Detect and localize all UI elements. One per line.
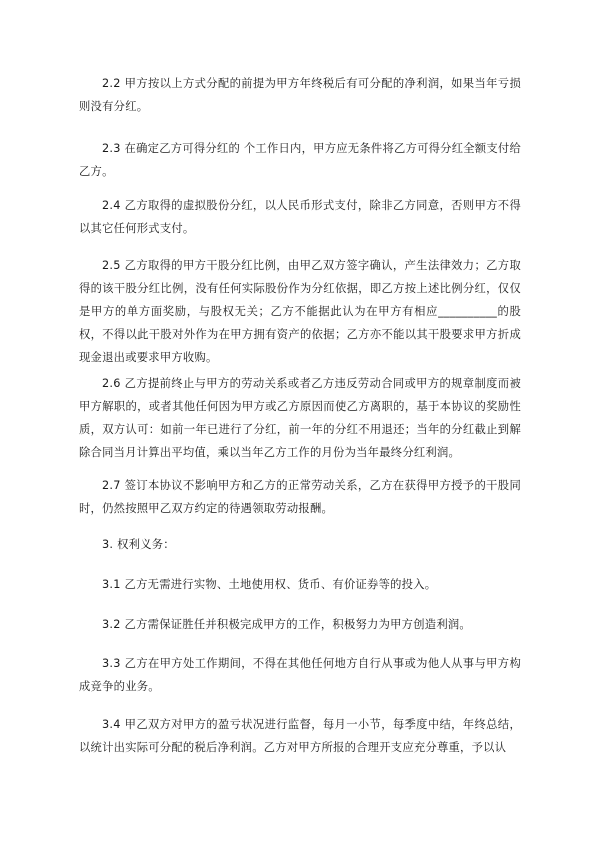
clause-3-3: 3.3 乙方在甲方处工作期间，不得在其他任何地方自行从事或为他人从事与甲方构成竞争的业务。	[79, 657, 521, 693]
clause-3-2: 3.2 乙方需保证胜任并积极完成甲方的工作，积极努力为甲方创造利润。	[102, 618, 471, 631]
clause-2-6: 2.6 乙方提前终止与甲方的劳动关系或者乙方违反劳动合同或甲方的规章制度而被甲方解职的，或者其他任何因为甲方或乙方原因而使乙方离职的，基于本协议的奖励性质，双方认可：如前一年已进行了分红，前一年的分红不用退还；当年的分红截止到解除合同当月计算出平均值，乘以当年乙方工作的月份为当年最终分红利润。	[79, 377, 521, 459]
clause-2-7: 2.7 签订本协议不影响甲方和乙方的正常劳动关系，乙方在获得甲方授予的干股同时，仍然按照甲乙双方约定的待遇领取劳动报酬。	[79, 479, 521, 515]
clause-3-4: 3.4 甲乙双方对甲方的盈亏状况进行监督，每月一小节，每季度中结，年终总结，以统计出实际可分配的税后净利润。乙方对甲方所报的合理开支应充分尊重，予以认	[79, 718, 521, 754]
clause-3-1: 3.1 乙方无需进行实物、土地使用权、货币、有价证券等的投入。	[102, 578, 437, 591]
clause-2-2: 2.2 甲方按以上方式分配的前提为甲方年终税后有可分配的净利润，如果当年亏损则没有分红。	[79, 77, 521, 113]
clause-2-5: 2.5 乙方取得的甲方干股分红比例，由甲乙双方签字确认，产生法律效力；乙方取得的该干股分红比例，没有任何实际股份作为分红依据，即乙方按上述比例分红，仅仅是甲方的单方面奖励，与股权无关；乙方不能据此认为在甲方有相应__________的股权，不得以此干股对外作为在甲方拥有资产的依据；乙方亦不能以其干股要求甲方折成现金退出或要求甲方收购。	[79, 259, 521, 364]
clause-2-3: 2.3 在确定乙方可得分红的 个工作日内，甲方应无条件将乙方可得分红全额支付给乙方。	[79, 142, 521, 178]
clause-2-4: 2.4 乙方取得的虚拟股份分红，以人民币形式支付，除非乙方同意，否则甲方不得以其它任何形式支付。	[79, 199, 521, 235]
section-3-heading: 3. 权利义务：	[102, 538, 175, 551]
